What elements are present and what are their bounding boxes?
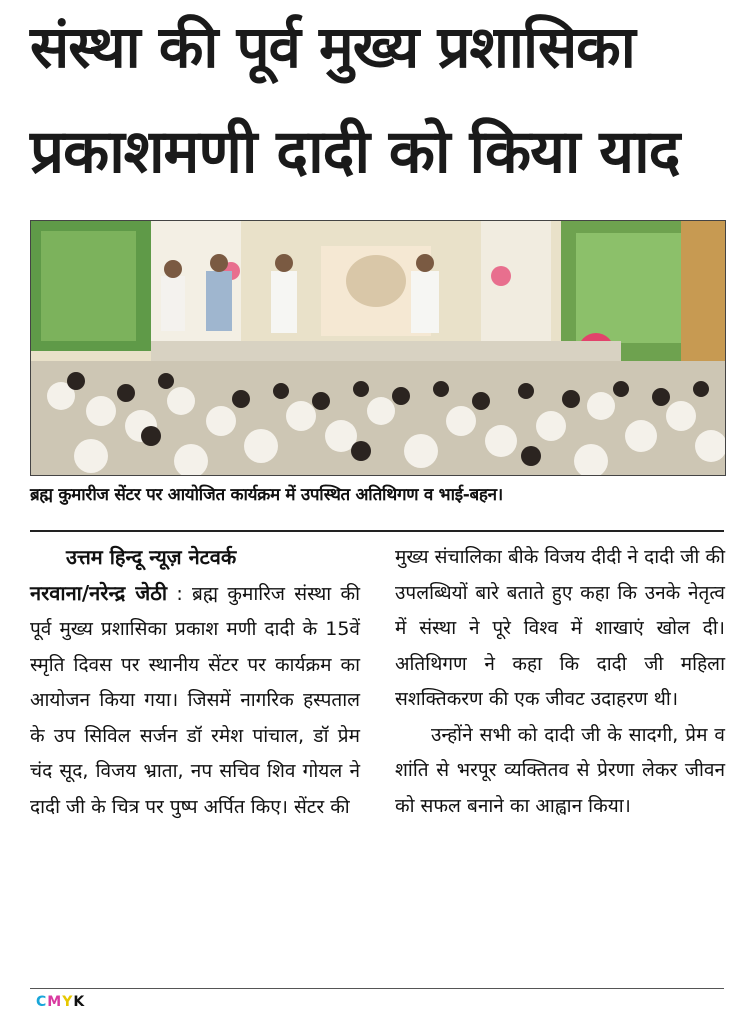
print-mark-c: C <box>36 994 48 1010</box>
article-paragraph-2: उन्होंने सभी को दादी जी के सादगी, प्रेम व शांति से भरपूर व्यक्तितव से प्रेरणा लेकर जीवन को सफल बनाने का आह्वान किया। <box>395 723 725 817</box>
byline-place: नरवाना/नरेन्द्र जेठी <box>30 580 168 605</box>
print-mark-y: Y <box>62 994 74 1010</box>
headline-line-1: संस्था की पूर्व मुख्य प्रशासिका <box>30 13 635 81</box>
article-paragraph-1-end: मुख्य संचालिका बीके विजय दीदी ने दादी जी की उपलब्धियों बारे बताते हुए कहा कि उनके नेतृत्व में संस्था ने पूरे विश्व में शाखाएं खोल दी। अतिथिगण ने कहा कि दादी जी महिला सशक्तिकरण की एक जीवट उदाहरण थी। <box>395 546 725 710</box>
article-column-right <box>395 540 725 824</box>
caption-divider <box>30 530 724 532</box>
article-paragraph-1-start <box>30 576 360 826</box>
photo-caption: ब्रह्म कुमारीज सेंटर पर आयोजित कार्यक्रम में उपस्थित अतिथिगण व भाई-बहन। <box>30 485 503 505</box>
article-text-left: : ब्रह्म कुमारिज संस्था की पूर्व मुख्य प्रशासिका प्रकाश मणी दादी के 15वें स्मृति दिवस पर स्थानीय सेंटर पर कार्यक्रम का आयोजन किया गया। जिसमें नागरिक हस्पताल के उप सिविल सर्जन डॉ रमेश पांचाल, डॉ प्रेम चंद सूद, विजय भ्राता, नप सचिव शिव गोयल ने दादी जी के चित्र पर पुष्प अर्पित किए। सेंटर की <box>30 582 360 818</box>
footer-divider <box>30 988 724 989</box>
headline-line-2: प्रकाशमणी दादी को किया याद <box>30 117 680 187</box>
event-photo <box>30 220 726 476</box>
byline-agency: उत्तम हिन्दू न्यूज़ नेटवर्क <box>66 545 237 569</box>
article-column-left <box>30 540 360 825</box>
print-mark-m: M <box>47 994 63 1010</box>
print-mark-k: K <box>73 994 86 1010</box>
